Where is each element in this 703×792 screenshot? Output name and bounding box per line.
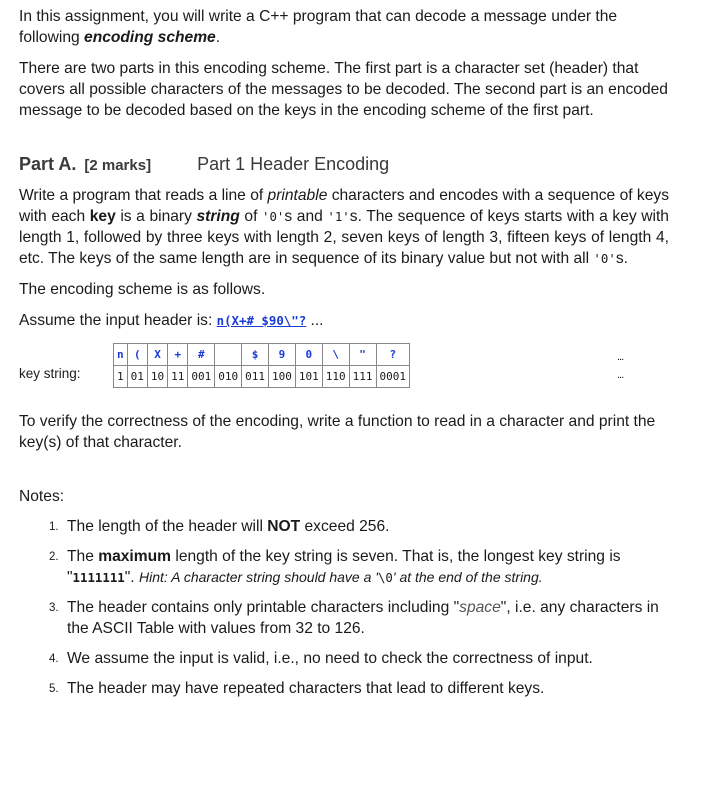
- part-label: Part A.: [19, 154, 77, 174]
- note-item: [19, 597, 669, 639]
- note-hint: Hint: A character string should have a ': [138, 569, 378, 585]
- note-hint-code: \0: [377, 570, 393, 585]
- write-text: s.: [615, 250, 628, 267]
- write-paragraph: [19, 185, 669, 269]
- verify-paragraph: To verify the correctness of the encoding, write a function to read in a character and print the key(s) of that character.: [19, 413, 656, 451]
- note-number: 3.: [49, 602, 59, 614]
- marks-label: [2 marks]: [84, 157, 152, 174]
- note-item: [19, 678, 669, 699]
- assume-dots: ...: [306, 312, 324, 329]
- assume-line: [19, 310, 669, 331]
- char-cell: 9: [269, 344, 296, 366]
- key-cell: 111: [349, 366, 376, 388]
- notes-list: [19, 516, 669, 699]
- char-cell: ": [349, 344, 376, 366]
- string-emphasis: string: [196, 208, 240, 225]
- char-cell: \: [322, 344, 349, 366]
- parts-paragraph: There are two parts in this encoding scheme. The first part is a character set (header) that covers all possible characters of the messages to be decoded. The second part is an encoded message to be decoded based on the keys in the encoding scheme of the first part.: [19, 60, 668, 119]
- note-bold: maximum: [98, 548, 172, 565]
- write-text: Write a program that reads a line of: [19, 187, 268, 204]
- key-cell: 101: [295, 366, 322, 388]
- char-cell: $: [242, 344, 269, 366]
- zero-code: '0': [262, 209, 285, 224]
- notes-title: Notes:: [19, 488, 65, 505]
- intro-text: In this assignment, you will write a C++ program that can decode a message under the following: [19, 8, 618, 46]
- printable-emphasis: printable: [267, 187, 328, 204]
- note-text: exceed 256.: [300, 518, 390, 535]
- note-text: ".: [124, 569, 139, 586]
- assignment-document: [19, 6, 669, 708]
- note-number: 1.: [49, 521, 59, 533]
- key-cell: 0001: [376, 366, 410, 388]
- key-cell: 11: [168, 366, 188, 388]
- scheme-line: The encoding scheme is as follows.: [19, 281, 266, 298]
- key-cell: 010: [215, 366, 242, 388]
- char-cell: #: [188, 344, 215, 366]
- part-title: Part 1 Header Encoding: [197, 154, 390, 174]
- table-ellipsis-top: ...: [617, 351, 624, 363]
- note-item: [19, 546, 669, 588]
- note-item: [19, 648, 669, 669]
- write-text: of: [239, 208, 263, 225]
- intro-text-end: .: [215, 29, 221, 46]
- note-text: The header contains only printable characters including ": [67, 599, 460, 616]
- key-table-area: [19, 341, 669, 385]
- one-code: '1': [327, 209, 350, 224]
- note-text: The header may have repeated characters that lead to different keys.: [67, 680, 545, 697]
- char-cell: ?: [376, 344, 410, 366]
- note-text: The length of the header will: [67, 518, 268, 535]
- note-text: ", i.e. any characters in the ASCII Table with values from 32 to 126.: [67, 599, 659, 637]
- key-cell: 100: [269, 366, 296, 388]
- note-text: We assume the input is valid, i.e., no need to check the correctness of input.: [67, 650, 593, 667]
- note-text: The: [67, 548, 99, 565]
- char-cell: n: [114, 344, 128, 366]
- char-row: [114, 344, 410, 366]
- key-cell: 110: [322, 366, 349, 388]
- char-cell: [215, 344, 242, 366]
- key-table: [113, 343, 410, 388]
- write-text: s. The sequence of keys starts with a key with length 1, followed by three keys with length 2, seven keys of length 3, fifteen keys of length 4, etc. The keys of the same length are in sequence of its binary value but not with all: [19, 208, 669, 267]
- write-text: s and: [284, 208, 328, 225]
- char-cell: 0: [295, 344, 322, 366]
- note-italic: space: [459, 599, 501, 616]
- note-hint-end: ' at the end of the string.: [392, 569, 543, 585]
- key-cell: 001: [188, 366, 215, 388]
- key-cell: 01: [127, 366, 147, 388]
- note-bold: NOT: [267, 518, 301, 535]
- assume-text: Assume the input header is:: [19, 312, 217, 329]
- part-heading: [19, 151, 669, 179]
- key-cell: 1: [114, 366, 128, 388]
- header-example: n(X+# $90\"?: [216, 313, 307, 328]
- write-text: is a binary: [115, 208, 197, 225]
- note-number: 2.: [49, 551, 59, 563]
- note-text: length of the key string is seven. That is, the longest key string is ": [67, 548, 621, 586]
- note-number: 4.: [49, 653, 59, 665]
- intro-paragraph: [19, 6, 669, 48]
- char-cell: +: [168, 344, 188, 366]
- key-cell: 011: [242, 366, 269, 388]
- char-cell: X: [147, 344, 167, 366]
- key-cell: 10: [147, 366, 167, 388]
- zero-code: '0': [593, 251, 616, 266]
- note-code: 1111111: [72, 570, 125, 585]
- key-string-label: key string:: [19, 366, 81, 381]
- note-number: 5.: [49, 683, 59, 695]
- note-item: [19, 516, 669, 537]
- key-row: [114, 366, 410, 388]
- intro-emphasis: encoding scheme: [84, 29, 216, 46]
- char-cell: (: [127, 344, 147, 366]
- table-ellipsis-bottom: ...: [617, 369, 624, 381]
- write-text: characters and encodes with a sequence of keys with each: [19, 187, 669, 225]
- key-emphasis: key: [89, 208, 116, 225]
